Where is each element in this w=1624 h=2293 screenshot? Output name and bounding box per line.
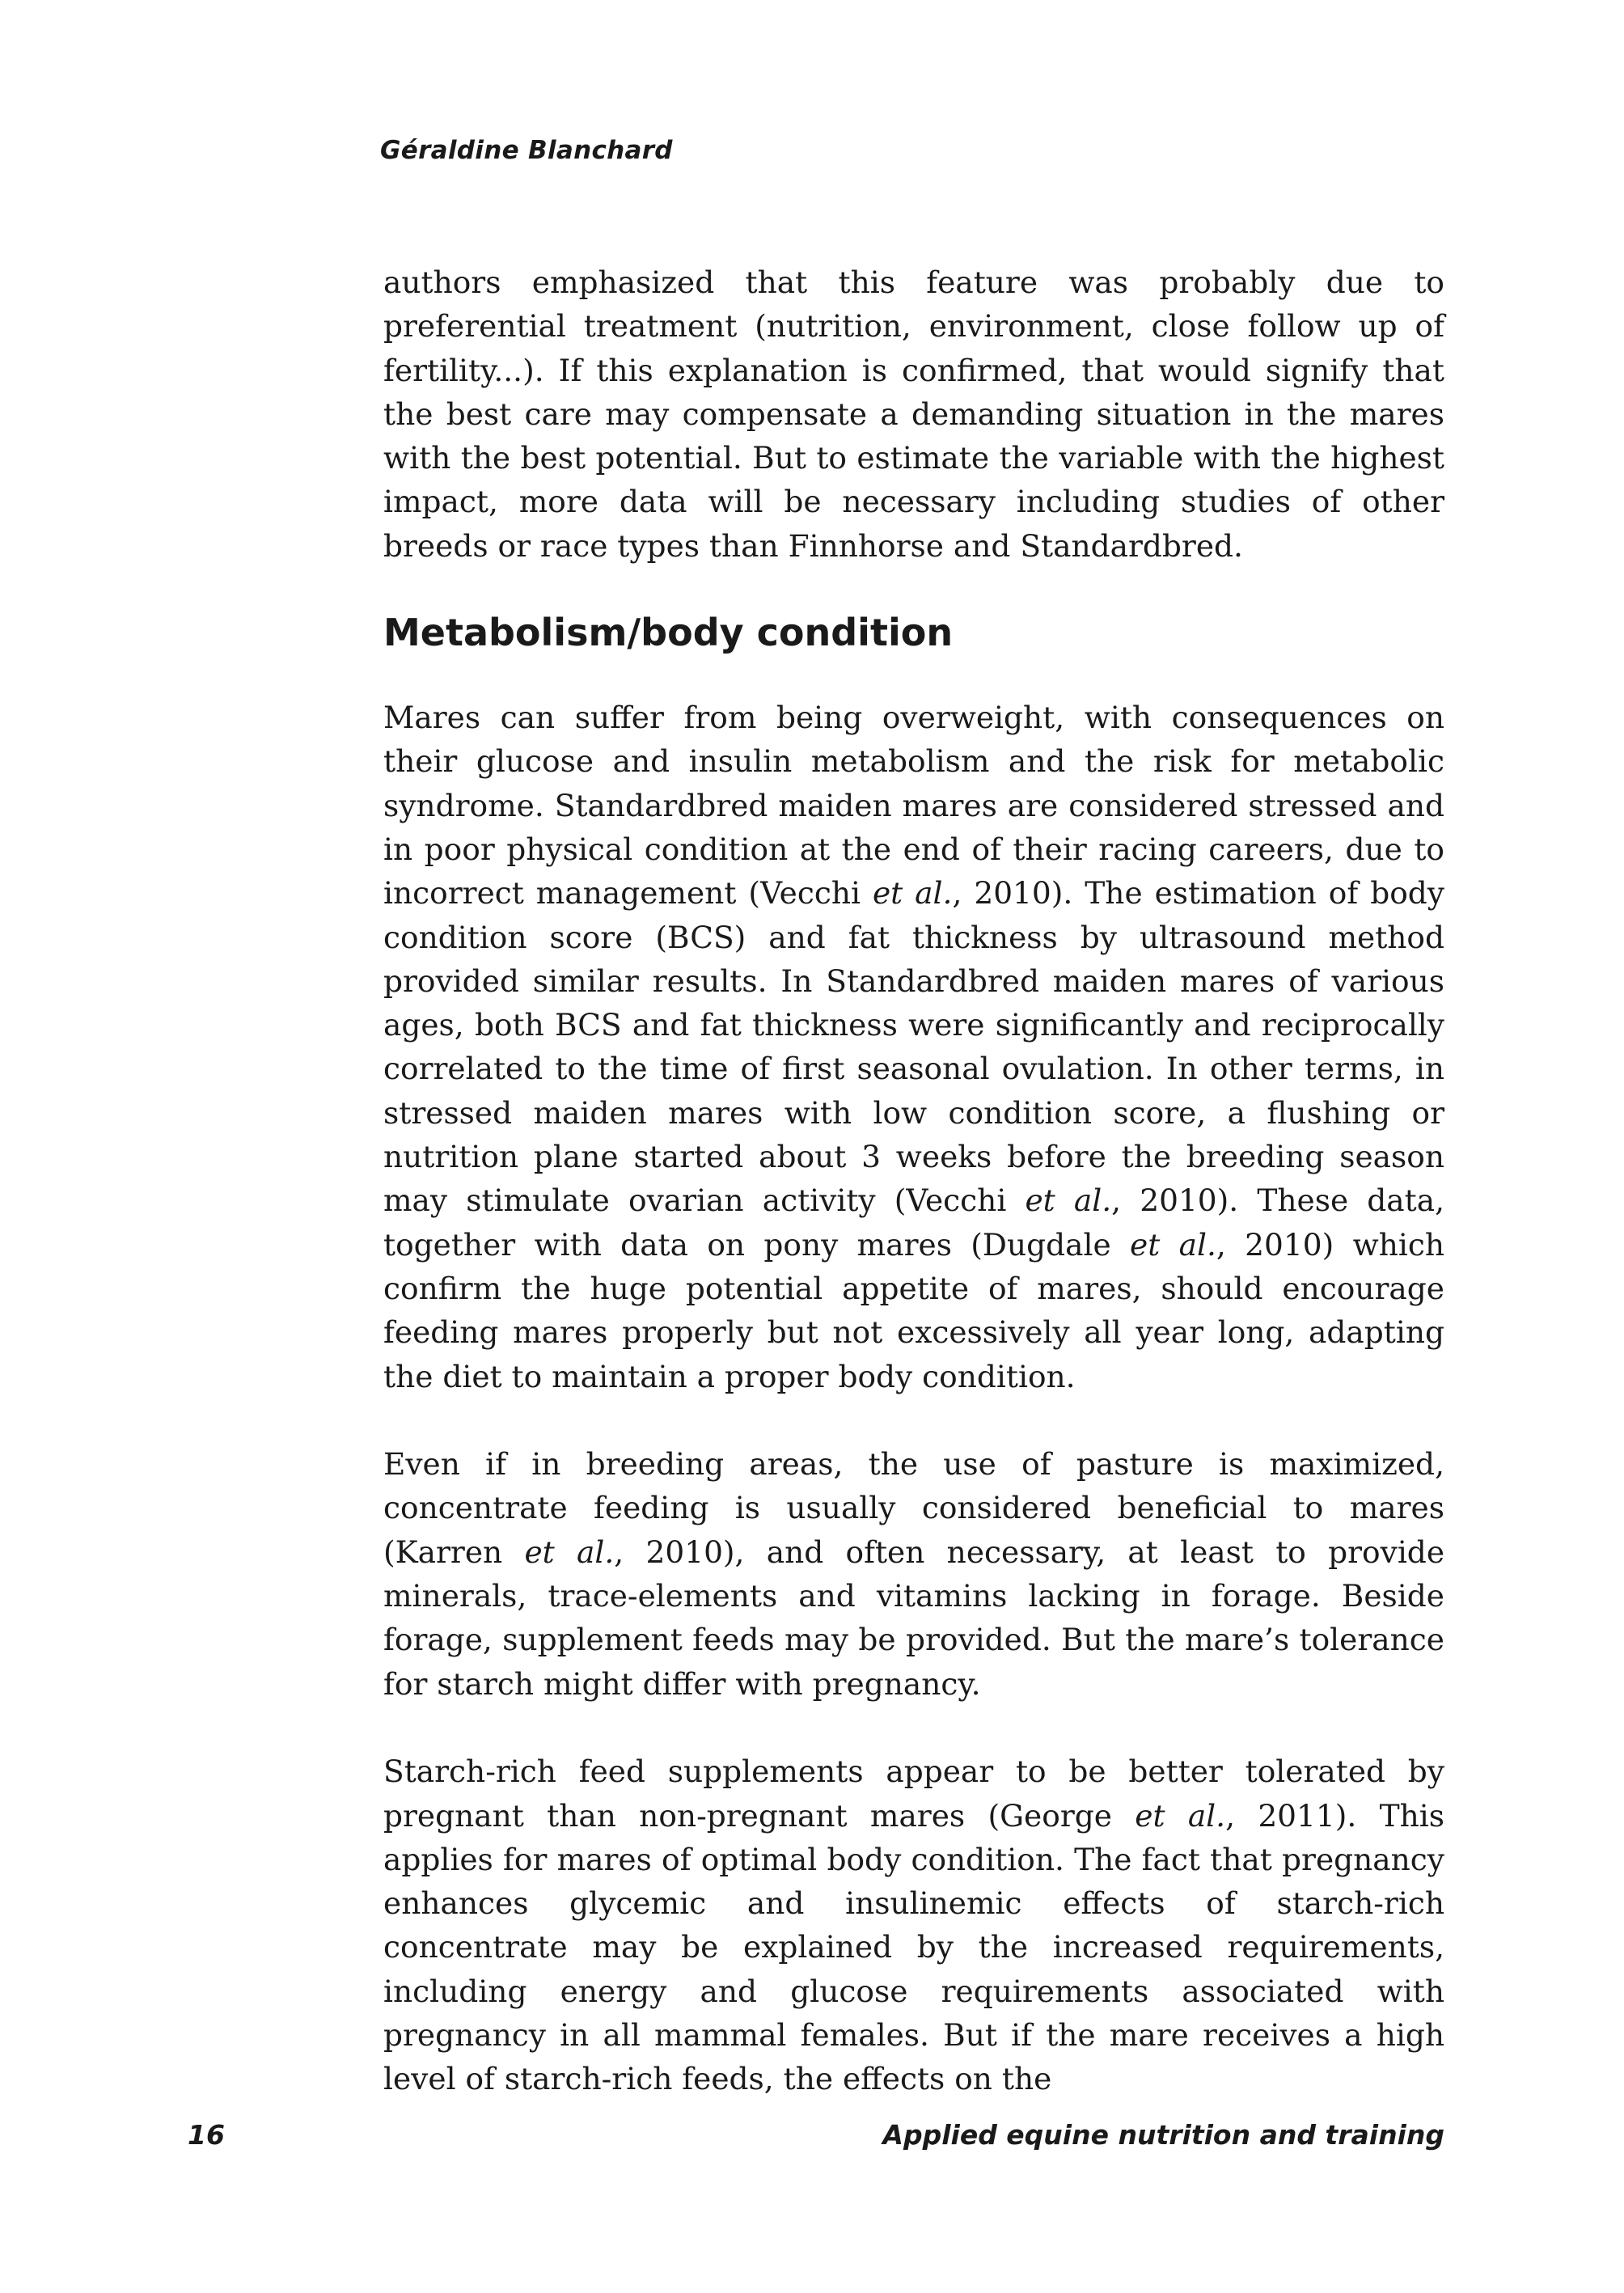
page-body — [383, 260, 1444, 2101]
body-paragraph: authors emphasized that this feature was probably due to preferential treatment (nutrition, environment, close follow up of fertility...). If this explanation is confirmed, that would signify that the best care may compensate a demanding situation in the mares with the best potential. But to estimate the variable with the highest impact, more data will be necessary including studies of other breeds or race types than Finnhorse and Standardbred. — [383, 264, 1444, 564]
citation-et-al: et al. — [524, 1534, 615, 1570]
text-run: , 2011). This applies for mares of optimal body condition. The fact that pregnancy enhances glycemic and insulinemic effects of starch-rich concentrate may be explained by the increased requirements, including energy and glucose requirements associated with pregnancy in all mammal females. But if the mare receives a high level of starch-rich feeds, the effects on the — [383, 1797, 1445, 2097]
text-run: , 2010). These data, together with data on pony mares (Dugdale — [383, 1182, 1444, 1263]
text-run: Mares can suffer from being overweight, with consequences on their glucose and insulin metabolism and the risk for metabolic syndrome. Standardbred maiden mares are considered stressed and in poor physical condition at the end of their racing careers, due to incorrect management (Vecchi — [383, 700, 1444, 912]
text-run: , 2010), and often necessary, at least to provide minerals, trace-elements and vitamins lacking in forage. Beside forage, supplement feeds may be provided. But the mare’s tolerance for starch might differ with pregnancy. — [383, 1534, 1445, 1702]
section-heading-wrapper — [383, 608, 1444, 657]
body-paragraph — [383, 696, 1444, 1398]
section-heading: Metabolism/body condition — [383, 611, 954, 655]
running-head-author: Géraldine Blanchard — [380, 136, 673, 165]
citation-et-al: et al. — [1025, 1182, 1112, 1219]
body-paragraph — [383, 1442, 1444, 1706]
text-run: Starch-rich feed supplements appear to be better tolerated by pregnant than non-pregnant mares (George — [383, 1754, 1444, 1834]
citation-et-al: et al. — [1135, 1797, 1226, 1834]
text-run: , 2010). The estimation of body condition score (BCS) and fat thickness by ultrasound method provided similar results. In Standardbred maiden mares of various ages, both BCS and fat thickness were significantly and reciprocally correlated to the time of first seasonal ovulation. In other terms, in stressed maiden mares with low condition score, a flushing or nutrition plane started about 3 weeks before the breeding season may stimulate ovarian activity (Vecchi — [383, 875, 1444, 1219]
page-number: 16 — [188, 2119, 225, 2151]
text-run: , 2010) which confirm the huge potential appetite of mares, should encourage feeding mares properly but not excessively all year long, adapting the diet to maintain a proper body condition. — [383, 1226, 1444, 1394]
book-title: Applied equine nutrition and training — [882, 2119, 1444, 2151]
text-run: Even if in breeding areas, the use of pasture is maximized, concentrate feeding is usually considered beneficial to mares (Karren — [383, 1446, 1444, 1570]
body-paragraph — [383, 1749, 1444, 2101]
citation-et-al: et al. — [1130, 1226, 1216, 1263]
citation-et-al: et al. — [872, 875, 953, 912]
